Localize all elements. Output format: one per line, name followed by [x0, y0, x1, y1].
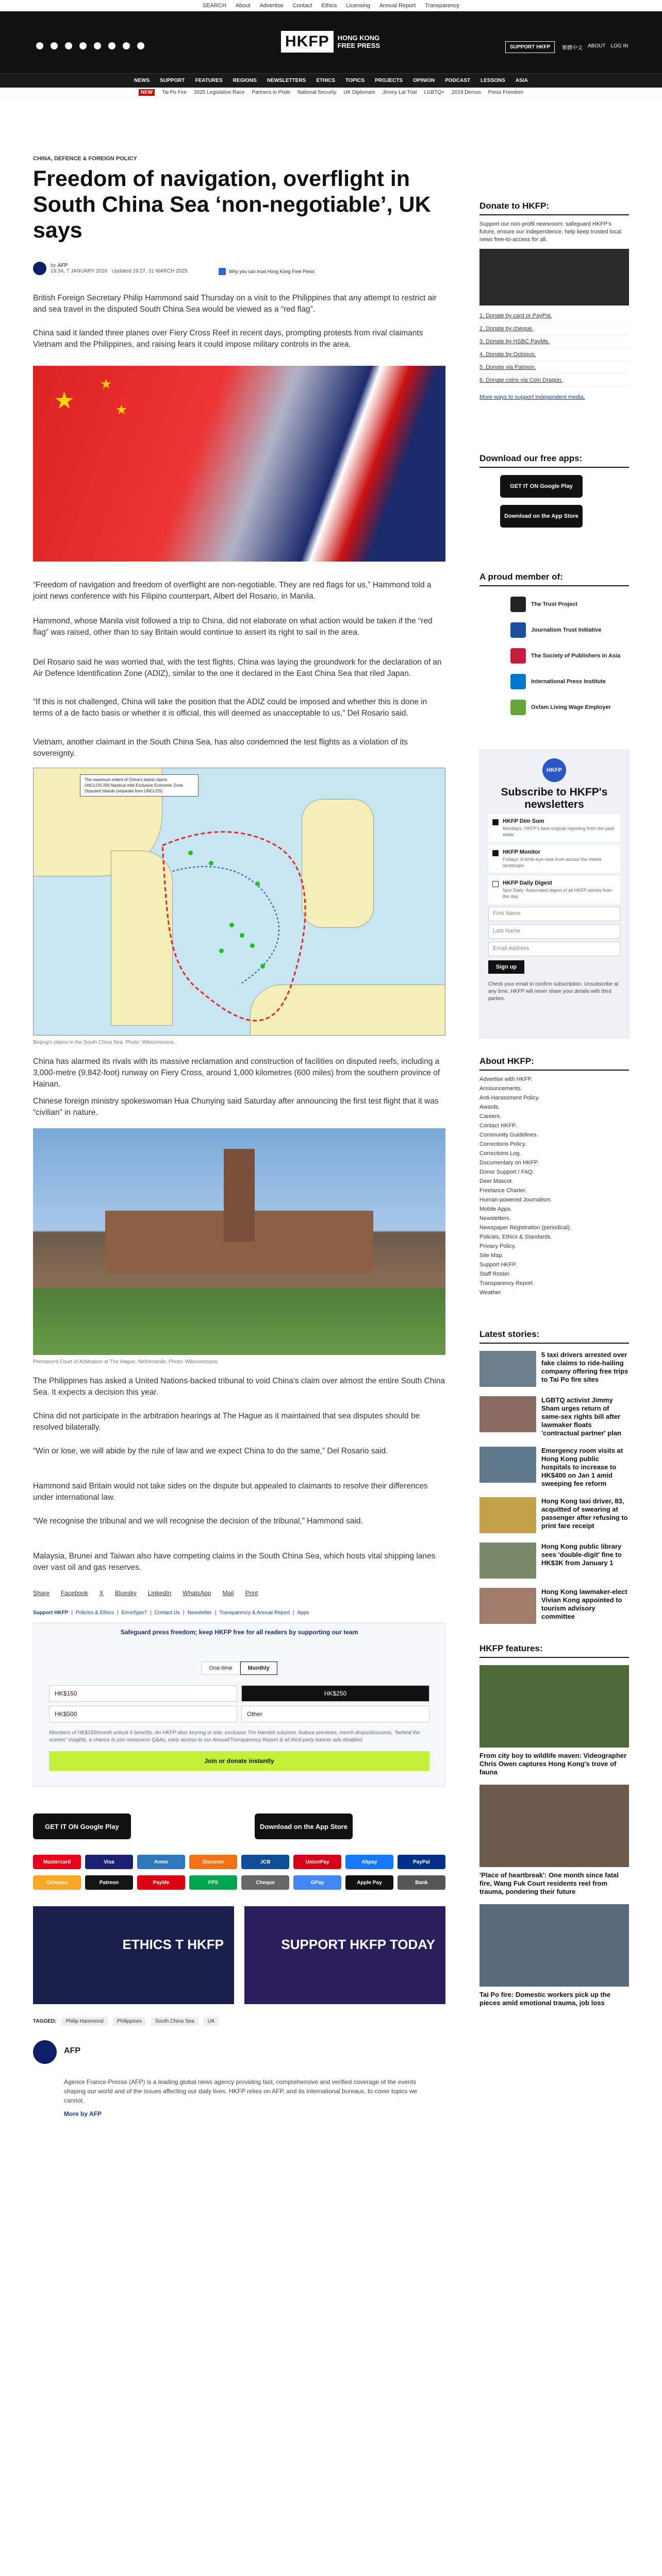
- about-links: [479, 1075, 629, 1297]
- member-label: International Press Institute: [531, 679, 606, 685]
- checkbox-checked[interactable]: [492, 850, 499, 856]
- newsletter-option[interactable]: [488, 814, 620, 842]
- sidebar-app-store[interactable]: Download on the App Store: [500, 505, 583, 528]
- frequency-tabs: [34, 1662, 445, 1675]
- top-utility-bar: [0, 0, 662, 11]
- main-nav: [0, 73, 662, 88]
- newsletter-desc: Mondays: HKFP's best original reporting from the past week.: [503, 826, 614, 837]
- story-headline: Emergency room visits at Hong Kong public hospitals to increase to HK$400 on Jan 1 amid sweeping fee reform: [541, 1447, 623, 1487]
- logo-name: [338, 34, 380, 49]
- paragraph: [33, 1376, 445, 1398]
- disputed-island-dot: [188, 851, 193, 855]
- tab-monthly[interactable]: Monthly: [240, 1662, 277, 1675]
- social-icons: [36, 42, 144, 49]
- error-link[interactable]: Error/typo?: [121, 1610, 147, 1616]
- logo-mark: HKFP: [281, 31, 334, 53]
- youtube-icon[interactable]: [79, 42, 87, 49]
- about-link[interactable]: Privacy Policy.: [479, 1243, 516, 1249]
- support-promo[interactable]: [244, 1906, 445, 2004]
- facebook-icon[interactable]: [36, 42, 43, 49]
- share-print[interactable]: Print: [245, 1589, 258, 1597]
- feature-story[interactable]: [479, 1904, 629, 2007]
- disputed-island-dot: [240, 933, 244, 938]
- donate-blurb: Support our non-profit newsroom: safeguard HKFP's future, ensure our independence, help keep trusted local news free-to-access for all.: [479, 221, 622, 243]
- about-link[interactable]: Support HKFP.: [479, 1262, 517, 1268]
- about-link[interactable]: Careers.: [479, 1113, 502, 1120]
- tab-one-time[interactable]: One-time: [201, 1662, 240, 1675]
- alipay-icon: Alipay: [345, 1855, 393, 1869]
- about-title: About HKFP:: [479, 1056, 629, 1071]
- donation-headline: Safeguard press freedom; keep HKFP free for all readers by supporting our team: [120, 1629, 358, 1636]
- about-link[interactable]: Announcements.: [479, 1086, 522, 1092]
- paypal-icon: PayPal: [398, 1855, 445, 1869]
- member-oxfam[interactable]: [510, 694, 629, 720]
- amount-option[interactable]: HK$150: [49, 1685, 237, 1702]
- site-logo[interactable]: [281, 31, 380, 53]
- about-link[interactable]: ABOUT: [588, 43, 606, 49]
- app-badges: [33, 1814, 353, 1839]
- paragraph: [33, 697, 445, 719]
- member-sopa[interactable]: [510, 643, 629, 669]
- trending-item[interactable]: Tai Po Fire: [162, 90, 187, 95]
- author-box-bio: [64, 2077, 425, 2119]
- trust-icon: [219, 268, 226, 275]
- instagram-icon[interactable]: [65, 42, 72, 49]
- nav-regions[interactable]: REGIONS: [233, 78, 257, 83]
- feature-story[interactable]: [479, 1785, 629, 1896]
- author-box-bio-text: Agence France-Presse (AFP) is a leading global news agency providing fast, comprehensive and verified coverage of the events shaping our world and of the issues affecting our daily lives. HKFP relies on AFP, and its international bureaus, to cover topics we cannot.: [64, 2078, 418, 2104]
- logo-name-line-1: HONG KONG: [337, 34, 380, 42]
- about-link[interactable]: Policies, Ethics & Standards.: [479, 1234, 552, 1240]
- payme-icon: PayMe: [137, 1875, 185, 1890]
- south-china-sea-map: [33, 768, 445, 1036]
- newsletter-link[interactable]: Newsletter: [187, 1610, 212, 1616]
- about-link[interactable]: Corrections Log.: [479, 1150, 521, 1157]
- promo-text: ETHICS T HKFP: [122, 1937, 224, 1952]
- about-link[interactable]: Mobile Apps.: [479, 1206, 512, 1212]
- latest-story[interactable]: [479, 1396, 629, 1437]
- donate-image: [479, 249, 629, 306]
- features-section: [479, 1643, 629, 2015]
- paragraph-text: British Foreign Secretary Philip Hammond said Thursday on a visit to the Philippines that any attempt to restrict air and sea travel in the disputed South China Sea would be viewed as a “red flag”.: [33, 294, 437, 314]
- feature-thumbnail: [479, 1785, 629, 1867]
- promo-text: SUPPORT HKFP TODAY: [281, 1937, 435, 1952]
- about-link[interactable]: Newspaper Registration (periodical).: [479, 1225, 571, 1231]
- paragraph: [33, 1056, 445, 1090]
- latest-story[interactable]: [479, 1351, 629, 1387]
- nav-newsletters[interactable]: NEWSLETTERS: [267, 78, 306, 83]
- newsletter-title: Subscribe to HKFP's newsletters: [501, 786, 608, 810]
- story-headline: LGBTQ activist Jimmy Sham urges return of same-sex rights bill after lawmaker floats 'contractual partner' plan: [541, 1396, 621, 1437]
- sidebar-google-play[interactable]: GET IT ON Google Play: [500, 475, 583, 498]
- jcb-icon: JCB: [241, 1855, 289, 1869]
- peace-palace-photo: [33, 1128, 445, 1355]
- about-link[interactable]: Transparency Report.: [479, 1280, 534, 1286]
- newsletter-name: HKFP Monitor: [503, 849, 541, 855]
- share-bluesky[interactable]: Bluesky: [114, 1589, 137, 1597]
- story-thumbnail: [479, 1351, 536, 1387]
- paragraph: [33, 293, 445, 315]
- newsletter-note: Check your email to confirm subscription. Unsubscribe at any time. HKFP will never share your details with third parties.: [488, 981, 619, 1002]
- donate-method[interactable]: 1. Donate by card or PayPal.: [479, 310, 629, 323]
- donate-button[interactable]: Join or donate instantly: [49, 1751, 429, 1771]
- patreon-icon: Patreon: [85, 1875, 133, 1890]
- share-bar: [33, 1589, 258, 1597]
- about-link[interactable]: Human-powered Journalism.: [479, 1197, 552, 1203]
- apple-pay-icon: Apple Pay: [345, 1875, 393, 1890]
- bank-transfer-icon: Bank: [398, 1875, 445, 1890]
- trust-project-icon: [510, 597, 526, 612]
- paragraph-text: China did not participate in the arbitration hearings at The Hague as it maintained that sea disputes should be resolved bilaterally.: [33, 1412, 420, 1432]
- author-box: [33, 2040, 445, 2117]
- nav-projects[interactable]: PROJECTS: [375, 78, 403, 83]
- amount-options: [34, 1675, 445, 1722]
- paragraph-text: Chinese foreign ministry spokeswoman Hua Chunying said Saturday after announcing the first test flight that it was “civilian” in nature.: [33, 1097, 439, 1117]
- latest-section: [479, 1329, 629, 1633]
- feature-headline: Tai Po fire: Domestic workers pick up the pieces amid emotional trauma, job loss: [479, 1991, 611, 2007]
- mastercard-icon: Mastercard: [33, 1855, 81, 1869]
- nav-lessons[interactable]: LESSONS: [481, 78, 505, 83]
- trending-item[interactable]: 2019 Demos: [452, 90, 481, 95]
- disputed-island-dot: [209, 861, 213, 866]
- member-jti[interactable]: [510, 617, 629, 643]
- sopa-icon: [510, 648, 526, 664]
- paragraph: [33, 737, 445, 759]
- nav-asia[interactable]: ASIA: [515, 78, 528, 83]
- paragraph: [33, 580, 445, 602]
- discover-icon: Discover: [189, 1855, 237, 1869]
- disputed-island-dot: [255, 882, 260, 886]
- disputed-island-dot: [260, 964, 265, 969]
- star-shape: ★: [115, 402, 128, 417]
- about-link[interactable]: Corrections Policy.: [479, 1141, 526, 1147]
- apps-title: Download our free apps:: [479, 453, 629, 468]
- member-label: Journalism Trust Initiative: [531, 627, 602, 633]
- share-whatsapp[interactable]: WhatsApp: [183, 1589, 211, 1597]
- paragraph-text: “We recognise the tribunal and we will recognise the decision of the tribunal,” Hammond said.: [33, 1517, 363, 1526]
- tags-row: [33, 2017, 219, 2026]
- newsletter-name: HKFP Daily Digest: [503, 880, 552, 886]
- paragraph-text: China has alarmed its rivals with its massive reclamation and construction of facilities on disputed reefs, including a 3,000-metre (9,842-foot) runway on Fiery Cross, around 1,000 kilometres (600 miles) from the southern province of Hainan.: [33, 1057, 440, 1089]
- latest-title: Latest stories:: [479, 1329, 629, 1344]
- paragraph: [33, 657, 445, 680]
- nav-topics[interactable]: TOPICS: [345, 78, 365, 83]
- support-hkfp-button[interactable]: SUPPORT HKFP: [505, 41, 555, 53]
- amount-option-selected[interactable]: HK$250: [241, 1685, 429, 1702]
- member-trust-project[interactable]: [510, 591, 629, 617]
- byline: [33, 262, 187, 275]
- features-title: HKFP features:: [479, 1643, 629, 1658]
- feature-headline: From city boy to wildlife maven: Videographer Chris Owen captures Hong Kong's trove of fauna: [479, 1752, 627, 1776]
- member-title: A proud member of:: [479, 572, 629, 586]
- member-label: The Society of Publishers in Asia: [531, 653, 621, 659]
- legend-entry: Disputed Islands (separate from UNCLOS): [85, 789, 163, 793]
- map-caption: Beijing's claims in the South China Sea. Photo: Wikicommons.: [33, 1040, 175, 1045]
- member-section: [479, 572, 629, 720]
- transparency-link[interactable]: Transparency & Annual Report: [219, 1610, 290, 1616]
- disputed-island-dot: [229, 923, 234, 927]
- donate-title: Donate to HKFP:: [479, 201, 629, 215]
- paragraph: [33, 1551, 445, 1573]
- donate-methods: [479, 310, 629, 387]
- trending-item[interactable]: LGBTQ+: [424, 90, 445, 95]
- about-link[interactable]: Advertise with HKFP.: [479, 1076, 533, 1082]
- nav-ethics[interactable]: ETHICS: [316, 78, 336, 83]
- x-icon[interactable]: [51, 42, 58, 49]
- story-headline: 5 taxi drivers arrested over fake claims to ride-hailing company offering free trips to Tai Po fire sites: [541, 1351, 628, 1383]
- about-link[interactable]: Awards.: [479, 1104, 500, 1110]
- share-label: Share: [33, 1589, 50, 1597]
- first-name-input[interactable]: First Name: [488, 907, 620, 921]
- ethics-promo[interactable]: [33, 1906, 234, 2004]
- trending-bar: [0, 88, 662, 98]
- oxfam-icon: [510, 700, 526, 715]
- story-thumbnail: [479, 1447, 536, 1483]
- paragraph-text: Hammond, whose Manila visit followed a trip to China, did not elaborate on what action would be taken if the “red flag” was raised, other than to say Britain would continue to assert its right to sail in the area.: [33, 617, 433, 637]
- about-link[interactable]: Anti-Harassment Policy.: [479, 1095, 540, 1101]
- topbar-contact[interactable]: Contact: [292, 2, 312, 9]
- author-name[interactable]: AFP: [57, 263, 68, 268]
- membership-note: Members of HK$150/month unlock 6 benefits: An HKFP deer keyring or tote, exclusive Tim Hamlett columns, feature previews, merch drops/discounts, "behind the scenes" insights, a chance to join newsroom Q&As, early access to our Annual/Transparency Report & all third-party banner ads disabled.: [49, 1730, 420, 1743]
- jti-icon: [510, 622, 526, 638]
- story-thumbnail: [479, 1543, 536, 1579]
- legend-entry: The maximum extent of China's island claims: [85, 777, 168, 782]
- paragraph-text: China said it landed three planes over Fiery Cross Reef in recent days, prompting protests from rival claimants Vietnam and the Philippines, and raising fears it could impose military controls in the area.: [33, 329, 423, 349]
- story-thumbnail: [479, 1588, 536, 1624]
- byline-by: by: [51, 263, 56, 268]
- updated-date: Updated 19:27, 31 MARCH 2025: [111, 268, 188, 274]
- policies-link[interactable]: Policies & Ethics: [75, 1610, 114, 1616]
- paragraph-text: Vietnam, another claimant in the South China Sea, has also condemned the test flights as a violation of its sovereignty.: [33, 738, 408, 758]
- about-link[interactable]: Community Guidelines.: [479, 1132, 538, 1138]
- paragraph-text: “Freedom of navigation and freedom of overflight are non-negotiable. They are red flags for us,” Hammond told a joint news conference with his Filipino counterpart, Albert del Rosario, in Manila.: [33, 581, 432, 601]
- apps-link[interactable]: Apps: [297, 1610, 309, 1616]
- payment-methods: [33, 1855, 445, 1890]
- newsletter-option[interactable]: [488, 876, 620, 904]
- newsletter-desc: Fridays: A birds-eye view from across the media landscape.: [503, 857, 602, 868]
- donate-method[interactable]: 3. Donate by HSBC PayMe.: [479, 335, 629, 348]
- topbar-transparency[interactable]: Transparency: [425, 2, 459, 9]
- story-thumbnail: [479, 1396, 536, 1432]
- flags-photo: [33, 366, 445, 562]
- trust-link[interactable]: [219, 268, 315, 275]
- gpay-icon: GPay: [293, 1875, 341, 1890]
- google-play-badge[interactable]: GET IT ON Google Play: [33, 1814, 131, 1839]
- newsletter-name: HKFP Dim Sum: [503, 818, 544, 824]
- paragraph: [33, 1446, 445, 1457]
- about-link[interactable]: Staff Roster.: [479, 1271, 511, 1277]
- article-title: Freedom of navigation, overflight in South China Sea ‘non-negotiable’, UK says: [33, 166, 431, 243]
- feature-thumbnail: [479, 1665, 629, 1748]
- apps-section: [479, 453, 629, 528]
- linkedin-icon[interactable]: [123, 42, 130, 49]
- palace-caption: Permanent Court of Arbitration at The Hague, Netherlands. Photo: Wikicommons.: [33, 1359, 219, 1365]
- nav-opinion[interactable]: OPINION: [412, 78, 435, 83]
- ipi-icon: [510, 674, 526, 689]
- trending-item[interactable]: Partners in Pride: [252, 90, 290, 95]
- trending-item[interactable]: UK Diplomats: [343, 90, 375, 95]
- about-link[interactable]: Deer Mascot.: [479, 1178, 514, 1184]
- nav-podcast[interactable]: PODCAST: [445, 78, 471, 83]
- support-links: Support HKFP | Policies & Ethics | Error/typo? | Contact Us | Newsletter | Transparency & Annual Report | Apps: [33, 1610, 309, 1616]
- fps-icon: FPS: [189, 1875, 237, 1890]
- more-ways-link[interactable]: More ways to support independent media.: [479, 394, 585, 400]
- disputed-island-dot: [219, 948, 224, 953]
- newsletter-signup: [479, 750, 629, 1038]
- topbar-about[interactable]: About: [235, 2, 251, 9]
- paragraph: [33, 1096, 445, 1118]
- star-shape: ★: [100, 376, 112, 392]
- nav-news[interactable]: NEWS: [134, 78, 150, 83]
- trending-item[interactable]: Jimmy Lai Trial: [382, 90, 417, 95]
- tag[interactable]: UK: [204, 2017, 219, 2026]
- author-avatar[interactable]: [33, 262, 46, 275]
- checkbox[interactable]: [492, 881, 499, 887]
- topbar-ethics[interactable]: Ethics: [321, 2, 337, 9]
- tag[interactable]: Philip Hammond: [61, 2017, 107, 2026]
- story-headline: Hong Kong public library sees 'double-digit' fine to HK$3K from January 1: [541, 1543, 622, 1567]
- new-badge: NEW: [139, 89, 155, 96]
- paragraph: [33, 1516, 445, 1527]
- chinese-link[interactable]: 繁體中文: [562, 45, 583, 51]
- share-x[interactable]: X: [99, 1589, 104, 1597]
- story-headline: Hong Kong taxi driver, 83, acquitted of swearing at passenger after refusing to print fare receipt: [541, 1497, 628, 1530]
- topbar-annual-report[interactable]: Annual Report: [379, 2, 416, 9]
- tag[interactable]: Philippines: [113, 2017, 146, 2026]
- paragraph: [33, 616, 445, 638]
- contact-link[interactable]: Contact Us: [154, 1610, 180, 1616]
- claim-lines: [34, 768, 445, 1036]
- share-linkedin[interactable]: LinkedIn: [147, 1589, 172, 1597]
- header-links: [562, 43, 628, 51]
- more-by-author-link[interactable]: More by AFP: [64, 2110, 102, 2117]
- about-link[interactable]: Donor Support / FAQ.: [479, 1169, 534, 1175]
- trust-link-label: Why you can trust Hong Kong Free Press: [229, 269, 315, 274]
- member-label: Oxfam Living Wage Employer: [531, 704, 611, 710]
- paragraph: [33, 328, 445, 350]
- octopus-icon: Octopus: [33, 1875, 81, 1890]
- member-label: The Trust Project: [531, 601, 577, 607]
- about-link[interactable]: Documentary on HKFP.: [479, 1160, 539, 1166]
- paragraph: [33, 1481, 445, 1503]
- visa-icon: Visa: [85, 1855, 133, 1869]
- about-link[interactable]: Contact HKFP.: [479, 1123, 517, 1129]
- tags-label: TAGGED:: [33, 2019, 57, 2024]
- email-input[interactable]: Email Address: [488, 942, 620, 956]
- latest-story[interactable]: [479, 1447, 629, 1488]
- site-header: [0, 11, 662, 73]
- about-section: [479, 1056, 629, 1297]
- amount-option[interactable]: Other: [241, 1706, 429, 1722]
- paragraph: [33, 1411, 445, 1433]
- about-link[interactable]: Site Map.: [479, 1252, 504, 1259]
- last-name-input[interactable]: Last Name: [488, 924, 620, 939]
- topbar-licensing[interactable]: Licensing: [346, 2, 370, 9]
- trending-item[interactable]: Press Freedom: [488, 90, 524, 95]
- story-headline: Hong Kong lawmaker-elect Vivian Kong appointed to tourism advisory committee: [541, 1588, 627, 1620]
- feature-thumbnail: [479, 1904, 629, 1987]
- star-shape: ★: [54, 387, 75, 414]
- latest-story[interactable]: [479, 1543, 629, 1579]
- amex-icon: Amex: [137, 1855, 185, 1869]
- author-box-name[interactable]: AFP: [64, 2046, 80, 2055]
- author-box-avatar[interactable]: [33, 2040, 57, 2064]
- paragraph-text: Del Rosario said he was worried that, with the test flights, China was laying the groundwork for the declaration of an Air Defence Identification Zone (ADIZ), similar to the one it declared in the East China Sea that riled Japan.: [33, 658, 442, 678]
- logo-name-line-2: FREE PRESS: [337, 42, 380, 49]
- donate-method[interactable]: 6. Donate coins via Coin Dragon.: [479, 374, 629, 387]
- feature-headline: 'Place of heartbreak': One month since fatal fire, Wang Fuk Court residents reel from trauma, pondering their future: [479, 1871, 619, 1895]
- telegram-icon[interactable]: [94, 42, 101, 49]
- palace-tower: [224, 1149, 255, 1242]
- paragraph-text: Malaysia, Brunei and Taiwan also have competing claims in the South China Sea, which hosts vital shipping lanes over vast oil and gas reserves.: [33, 1552, 436, 1572]
- article-category[interactable]: CHINA, DEFENCE & FOREIGN POLICY: [33, 156, 137, 162]
- bluesky-icon[interactable]: [137, 42, 144, 49]
- paragraph-text: “Win or lose, we will abide by the rule of law and we expect China to do the same,” Del Rosario said.: [33, 1447, 388, 1455]
- donate-method[interactable]: 5. Donate via Patreon.: [479, 361, 629, 374]
- trending-item[interactable]: 2025 Legislative Race: [194, 90, 245, 95]
- checkbox-checked[interactable]: [492, 819, 499, 825]
- latest-story[interactable]: [479, 1588, 629, 1624]
- hkfp-logo-icon: HKFP: [542, 758, 566, 782]
- login-link[interactable]: LOG IN: [610, 43, 628, 49]
- disputed-island-dot: [250, 943, 255, 948]
- topbar-advertise[interactable]: Advertise: [259, 2, 284, 9]
- app-store-badge[interactable]: Download on the App Store: [255, 1814, 353, 1839]
- donate-method[interactable]: 2. Donate by cheque.: [479, 323, 629, 335]
- unionpay-icon: UnionPay: [293, 1855, 341, 1869]
- donate-method[interactable]: 4. Donate by Octopus.: [479, 348, 629, 361]
- about-link[interactable]: Newsletters.: [479, 1215, 511, 1222]
- cheque-icon: Cheque: [241, 1875, 289, 1890]
- feature-story[interactable]: [479, 1665, 629, 1776]
- about-link[interactable]: Freelance Charter.: [479, 1188, 527, 1194]
- donate-section: [479, 201, 629, 400]
- publish-date: 19:34, 7 JANUARY 2016: [51, 268, 108, 274]
- about-link[interactable]: Weather.: [479, 1290, 502, 1296]
- donation-form: [33, 1623, 445, 1787]
- trending-item[interactable]: National Security: [297, 90, 337, 95]
- sign-up-button[interactable]: Sign up: [488, 960, 524, 974]
- threads-icon[interactable]: [108, 42, 115, 49]
- share-mail[interactable]: Mail: [222, 1589, 234, 1597]
- story-thumbnail: [479, 1497, 536, 1533]
- nav-support[interactable]: SUPPORT: [160, 78, 185, 83]
- newsletter-desc: 5pm Daily: Automated digest of all HKFP stories from the day.: [503, 888, 612, 899]
- newsletter-option[interactable]: [488, 845, 620, 873]
- member-ipi[interactable]: [510, 669, 629, 694]
- tag[interactable]: South China Sea: [151, 2017, 198, 2026]
- share-facebook[interactable]: Facebook: [61, 1589, 88, 1597]
- topbar-search[interactable]: SEARCH: [203, 2, 226, 9]
- paragraph-text: The Philippines has asked a United Nations-backed tribunal to void China's claim over almost the entire South China Sea. It expects a decision this year.: [33, 1377, 445, 1397]
- paragraph-text: Hammond said Britain would not take sides on the dispute but appealed to claimants to resolve their differences under international law.: [33, 1482, 428, 1502]
- amount-option[interactable]: HK$500: [49, 1706, 237, 1722]
- paragraph-text: “If this is not challenged, China will take the position that the ADIZ could be imposed and whether this is done in terms of a de facto basis or whether it is official, this will deemed as unacceptable to us,” Del Rosario said.: [33, 698, 427, 718]
- legend-entry: UNCLOS 200 Nautical mile Exclusive Economic Zone: [85, 783, 183, 788]
- support-link[interactable]: Support HKFP: [33, 1610, 69, 1616]
- nav-features[interactable]: FEATURES: [195, 78, 223, 83]
- latest-story[interactable]: [479, 1497, 629, 1533]
